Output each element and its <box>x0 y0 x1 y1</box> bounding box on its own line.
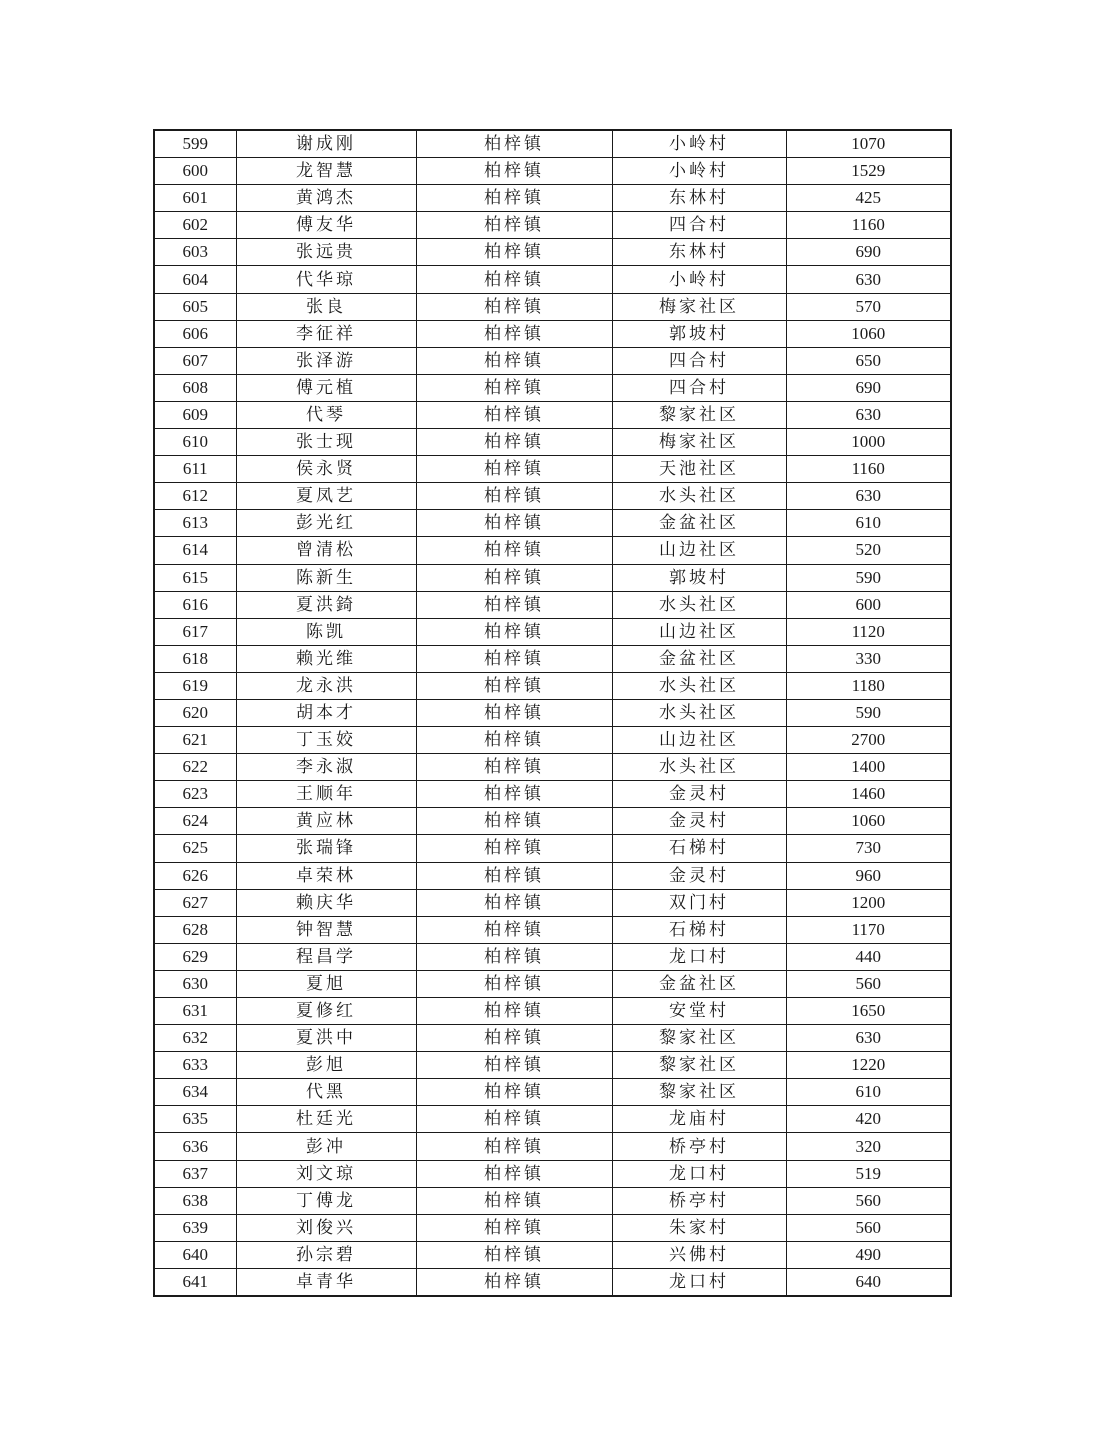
table-row <box>154 266 951 293</box>
table-row <box>154 1241 951 1268</box>
cell-amount: 1529 <box>786 158 951 185</box>
cell-amount: 630 <box>786 401 951 428</box>
table-row <box>154 401 951 428</box>
cell-name: 傅友华 <box>236 212 416 239</box>
cell-town: 柏梓镇 <box>416 1268 612 1296</box>
cell-town: 柏梓镇 <box>416 862 612 889</box>
table-row <box>154 320 951 347</box>
cell-village: 山边社区 <box>612 537 786 564</box>
cell-village: 小岭村 <box>612 266 786 293</box>
cell-amount: 560 <box>786 970 951 997</box>
table-row <box>154 916 951 943</box>
cell-village: 桥亭村 <box>612 1187 786 1214</box>
table-row <box>154 1187 951 1214</box>
cell-amount: 690 <box>786 239 951 266</box>
table-row <box>154 347 951 374</box>
cell-amount: 560 <box>786 1187 951 1214</box>
cell-town: 柏梓镇 <box>416 293 612 320</box>
cell-village: 水头社区 <box>612 754 786 781</box>
cell-amount: 1060 <box>786 808 951 835</box>
table-row <box>154 239 951 266</box>
cell-town: 柏梓镇 <box>416 1214 612 1241</box>
cell-village: 梅家社区 <box>612 429 786 456</box>
cell-name: 丁玉姣 <box>236 727 416 754</box>
table-row <box>154 1052 951 1079</box>
cell-amount: 1200 <box>786 889 951 916</box>
cell-amount: 2700 <box>786 727 951 754</box>
cell-town: 柏梓镇 <box>416 1187 612 1214</box>
cell-number: 622 <box>154 754 236 781</box>
data-table <box>153 129 952 1297</box>
table-row <box>154 1160 951 1187</box>
table-row <box>154 727 951 754</box>
cell-village: 郭坡村 <box>612 320 786 347</box>
cell-village: 金盆社区 <box>612 510 786 537</box>
cell-amount: 570 <box>786 293 951 320</box>
cell-village: 龙口村 <box>612 1268 786 1296</box>
cell-name: 夏洪錡 <box>236 591 416 618</box>
cell-number: 600 <box>154 158 236 185</box>
cell-number: 611 <box>154 456 236 483</box>
table-row <box>154 1133 951 1160</box>
cell-amount: 490 <box>786 1241 951 1268</box>
cell-village: 龙口村 <box>612 1160 786 1187</box>
cell-number: 605 <box>154 293 236 320</box>
cell-amount: 519 <box>786 1160 951 1187</box>
table-row <box>154 645 951 672</box>
cell-number: 632 <box>154 1025 236 1052</box>
cell-amount: 1400 <box>786 754 951 781</box>
cell-town: 柏梓镇 <box>416 510 612 537</box>
cell-number: 610 <box>154 429 236 456</box>
cell-village: 安堂村 <box>612 998 786 1025</box>
cell-town: 柏梓镇 <box>416 320 612 347</box>
cell-town: 柏梓镇 <box>416 1052 612 1079</box>
table-row <box>154 130 951 158</box>
cell-village: 天池社区 <box>612 456 786 483</box>
cell-village: 水头社区 <box>612 672 786 699</box>
cell-number: 629 <box>154 943 236 970</box>
cell-number: 626 <box>154 862 236 889</box>
cell-amount: 425 <box>786 185 951 212</box>
cell-number: 638 <box>154 1187 236 1214</box>
cell-name: 钟智慧 <box>236 916 416 943</box>
cell-town: 柏梓镇 <box>416 808 612 835</box>
cell-village: 水头社区 <box>612 483 786 510</box>
cell-village: 水头社区 <box>612 591 786 618</box>
cell-name: 夏凤艺 <box>236 483 416 510</box>
table-row <box>154 754 951 781</box>
cell-town: 柏梓镇 <box>416 727 612 754</box>
cell-town: 柏梓镇 <box>416 943 612 970</box>
cell-amount: 560 <box>786 1214 951 1241</box>
cell-number: 618 <box>154 645 236 672</box>
table-row <box>154 483 951 510</box>
cell-village: 四合村 <box>612 212 786 239</box>
cell-village: 小岭村 <box>612 130 786 158</box>
cell-amount: 1160 <box>786 456 951 483</box>
cell-village: 金盆社区 <box>612 645 786 672</box>
cell-number: 627 <box>154 889 236 916</box>
cell-town: 柏梓镇 <box>416 970 612 997</box>
table-row <box>154 808 951 835</box>
table-row <box>154 672 951 699</box>
cell-name: 代黑 <box>236 1079 416 1106</box>
cell-name: 张瑞锋 <box>236 835 416 862</box>
cell-village: 金灵村 <box>612 862 786 889</box>
cell-name: 龙智慧 <box>236 158 416 185</box>
cell-town: 柏梓镇 <box>416 754 612 781</box>
table-row <box>154 1214 951 1241</box>
cell-amount: 1180 <box>786 672 951 699</box>
cell-name: 赖光维 <box>236 645 416 672</box>
cell-name: 彭旭 <box>236 1052 416 1079</box>
table-row <box>154 1079 951 1106</box>
cell-village: 金灵村 <box>612 781 786 808</box>
cell-number: 628 <box>154 916 236 943</box>
cell-village: 东林村 <box>612 185 786 212</box>
cell-town: 柏梓镇 <box>416 1025 612 1052</box>
cell-amount: 1650 <box>786 998 951 1025</box>
cell-amount: 1160 <box>786 212 951 239</box>
cell-town: 柏梓镇 <box>416 185 612 212</box>
cell-town: 柏梓镇 <box>416 374 612 401</box>
table-row <box>154 970 951 997</box>
cell-name: 代琴 <box>236 401 416 428</box>
cell-amount: 590 <box>786 699 951 726</box>
cell-town: 柏梓镇 <box>416 916 612 943</box>
cell-name: 张远贵 <box>236 239 416 266</box>
cell-village: 龙口村 <box>612 943 786 970</box>
cell-village: 黎家社区 <box>612 1052 786 1079</box>
table-row <box>154 158 951 185</box>
cell-name: 侯永贤 <box>236 456 416 483</box>
cell-village: 兴佛村 <box>612 1241 786 1268</box>
cell-name: 夏旭 <box>236 970 416 997</box>
table-row <box>154 591 951 618</box>
table-row <box>154 889 951 916</box>
cell-name: 陈凯 <box>236 618 416 645</box>
cell-amount: 640 <box>786 1268 951 1296</box>
cell-number: 633 <box>154 1052 236 1079</box>
cell-village: 黎家社区 <box>612 1079 786 1106</box>
cell-town: 柏梓镇 <box>416 266 612 293</box>
cell-number: 603 <box>154 239 236 266</box>
table-row <box>154 862 951 889</box>
cell-village: 石梯村 <box>612 916 786 943</box>
table-row <box>154 429 951 456</box>
table-row <box>154 564 951 591</box>
cell-name: 陈新生 <box>236 564 416 591</box>
cell-name: 黄鸿杰 <box>236 185 416 212</box>
cell-town: 柏梓镇 <box>416 483 612 510</box>
cell-name: 曾清松 <box>236 537 416 564</box>
cell-amount: 1220 <box>786 1052 951 1079</box>
cell-name: 胡本才 <box>236 699 416 726</box>
cell-village: 东林村 <box>612 239 786 266</box>
cell-name: 张泽游 <box>236 347 416 374</box>
cell-village: 金灵村 <box>612 808 786 835</box>
cell-number: 619 <box>154 672 236 699</box>
cell-town: 柏梓镇 <box>416 889 612 916</box>
cell-village: 郭坡村 <box>612 564 786 591</box>
cell-name: 李永淑 <box>236 754 416 781</box>
cell-name: 张士现 <box>236 429 416 456</box>
cell-amount: 730 <box>786 835 951 862</box>
cell-amount: 610 <box>786 510 951 537</box>
cell-village: 金盆社区 <box>612 970 786 997</box>
cell-amount: 600 <box>786 591 951 618</box>
cell-name: 张良 <box>236 293 416 320</box>
cell-name: 丁傅龙 <box>236 1187 416 1214</box>
cell-name: 夏修红 <box>236 998 416 1025</box>
cell-town: 柏梓镇 <box>416 998 612 1025</box>
cell-number: 616 <box>154 591 236 618</box>
cell-town: 柏梓镇 <box>416 781 612 808</box>
cell-town: 柏梓镇 <box>416 672 612 699</box>
cell-village: 黎家社区 <box>612 401 786 428</box>
cell-number: 636 <box>154 1133 236 1160</box>
cell-village: 四合村 <box>612 347 786 374</box>
cell-number: 641 <box>154 1268 236 1296</box>
cell-town: 柏梓镇 <box>416 835 612 862</box>
table-row <box>154 537 951 564</box>
cell-name: 刘文琼 <box>236 1160 416 1187</box>
cell-town: 柏梓镇 <box>416 699 612 726</box>
cell-town: 柏梓镇 <box>416 401 612 428</box>
cell-amount: 590 <box>786 564 951 591</box>
cell-amount: 1070 <box>786 130 951 158</box>
cell-town: 柏梓镇 <box>416 1241 612 1268</box>
cell-number: 625 <box>154 835 236 862</box>
cell-amount: 420 <box>786 1106 951 1133</box>
cell-town: 柏梓镇 <box>416 1106 612 1133</box>
cell-name: 夏洪中 <box>236 1025 416 1052</box>
cell-name: 卓青华 <box>236 1268 416 1296</box>
cell-number: 639 <box>154 1214 236 1241</box>
cell-amount: 1000 <box>786 429 951 456</box>
cell-number: 635 <box>154 1106 236 1133</box>
cell-town: 柏梓镇 <box>416 1160 612 1187</box>
table-row <box>154 618 951 645</box>
cell-town: 柏梓镇 <box>416 347 612 374</box>
cell-name: 傅元植 <box>236 374 416 401</box>
cell-number: 601 <box>154 185 236 212</box>
cell-name: 赖庆华 <box>236 889 416 916</box>
table-row <box>154 185 951 212</box>
table-row <box>154 1106 951 1133</box>
cell-number: 614 <box>154 537 236 564</box>
cell-number: 624 <box>154 808 236 835</box>
cell-number: 599 <box>154 130 236 158</box>
cell-town: 柏梓镇 <box>416 1133 612 1160</box>
cell-amount: 1170 <box>786 916 951 943</box>
table-row <box>154 212 951 239</box>
cell-amount: 630 <box>786 1025 951 1052</box>
cell-number: 615 <box>154 564 236 591</box>
cell-number: 613 <box>154 510 236 537</box>
cell-name: 代华琼 <box>236 266 416 293</box>
table-row <box>154 1268 951 1296</box>
cell-number: 612 <box>154 483 236 510</box>
cell-amount: 1460 <box>786 781 951 808</box>
table-row <box>154 293 951 320</box>
cell-name: 彭光红 <box>236 510 416 537</box>
cell-name: 黄应林 <box>236 808 416 835</box>
cell-name: 卓荣林 <box>236 862 416 889</box>
cell-amount: 440 <box>786 943 951 970</box>
cell-number: 631 <box>154 998 236 1025</box>
cell-village: 四合村 <box>612 374 786 401</box>
cell-village: 小岭村 <box>612 158 786 185</box>
cell-amount: 330 <box>786 645 951 672</box>
cell-town: 柏梓镇 <box>416 239 612 266</box>
table-row <box>154 943 951 970</box>
cell-name: 孙宗碧 <box>236 1241 416 1268</box>
table-row <box>154 510 951 537</box>
cell-name: 杜廷光 <box>236 1106 416 1133</box>
cell-town: 柏梓镇 <box>416 456 612 483</box>
cell-number: 637 <box>154 1160 236 1187</box>
table-row <box>154 1025 951 1052</box>
cell-amount: 960 <box>786 862 951 889</box>
cell-village: 黎家社区 <box>612 1025 786 1052</box>
cell-town: 柏梓镇 <box>416 537 612 564</box>
cell-number: 640 <box>154 1241 236 1268</box>
cell-name: 王顺年 <box>236 781 416 808</box>
table-row <box>154 998 951 1025</box>
cell-number: 623 <box>154 781 236 808</box>
cell-town: 柏梓镇 <box>416 158 612 185</box>
cell-amount: 320 <box>786 1133 951 1160</box>
cell-number: 608 <box>154 374 236 401</box>
cell-number: 617 <box>154 618 236 645</box>
cell-name: 刘俊兴 <box>236 1214 416 1241</box>
cell-amount: 630 <box>786 266 951 293</box>
cell-village: 桥亭村 <box>612 1133 786 1160</box>
cell-number: 602 <box>154 212 236 239</box>
cell-number: 634 <box>154 1079 236 1106</box>
cell-amount: 520 <box>786 537 951 564</box>
table-row <box>154 781 951 808</box>
cell-town: 柏梓镇 <box>416 591 612 618</box>
cell-name: 龙永洪 <box>236 672 416 699</box>
cell-name: 彭冲 <box>236 1133 416 1160</box>
cell-name: 谢成刚 <box>236 130 416 158</box>
cell-village: 石梯村 <box>612 835 786 862</box>
cell-amount: 610 <box>786 1079 951 1106</box>
table-row <box>154 456 951 483</box>
cell-village: 龙庙村 <box>612 1106 786 1133</box>
cell-name: 李征祥 <box>236 320 416 347</box>
cell-number: 604 <box>154 266 236 293</box>
cell-town: 柏梓镇 <box>416 1079 612 1106</box>
table-body <box>154 130 951 1296</box>
cell-village: 朱家村 <box>612 1214 786 1241</box>
cell-village: 水头社区 <box>612 699 786 726</box>
cell-town: 柏梓镇 <box>416 564 612 591</box>
cell-village: 梅家社区 <box>612 293 786 320</box>
cell-number: 606 <box>154 320 236 347</box>
table-row <box>154 835 951 862</box>
cell-name: 程昌学 <box>236 943 416 970</box>
cell-town: 柏梓镇 <box>416 130 612 158</box>
table-row <box>154 699 951 726</box>
cell-number: 630 <box>154 970 236 997</box>
cell-number: 609 <box>154 401 236 428</box>
cell-town: 柏梓镇 <box>416 429 612 456</box>
cell-number: 620 <box>154 699 236 726</box>
table-row <box>154 374 951 401</box>
cell-amount: 630 <box>786 483 951 510</box>
cell-town: 柏梓镇 <box>416 618 612 645</box>
cell-town: 柏梓镇 <box>416 212 612 239</box>
cell-town: 柏梓镇 <box>416 645 612 672</box>
cell-amount: 1060 <box>786 320 951 347</box>
cell-village: 山边社区 <box>612 618 786 645</box>
cell-village: 山边社区 <box>612 727 786 754</box>
cell-amount: 650 <box>786 347 951 374</box>
cell-village: 双门村 <box>612 889 786 916</box>
cell-number: 621 <box>154 727 236 754</box>
cell-amount: 1120 <box>786 618 951 645</box>
cell-number: 607 <box>154 347 236 374</box>
cell-amount: 690 <box>786 374 951 401</box>
